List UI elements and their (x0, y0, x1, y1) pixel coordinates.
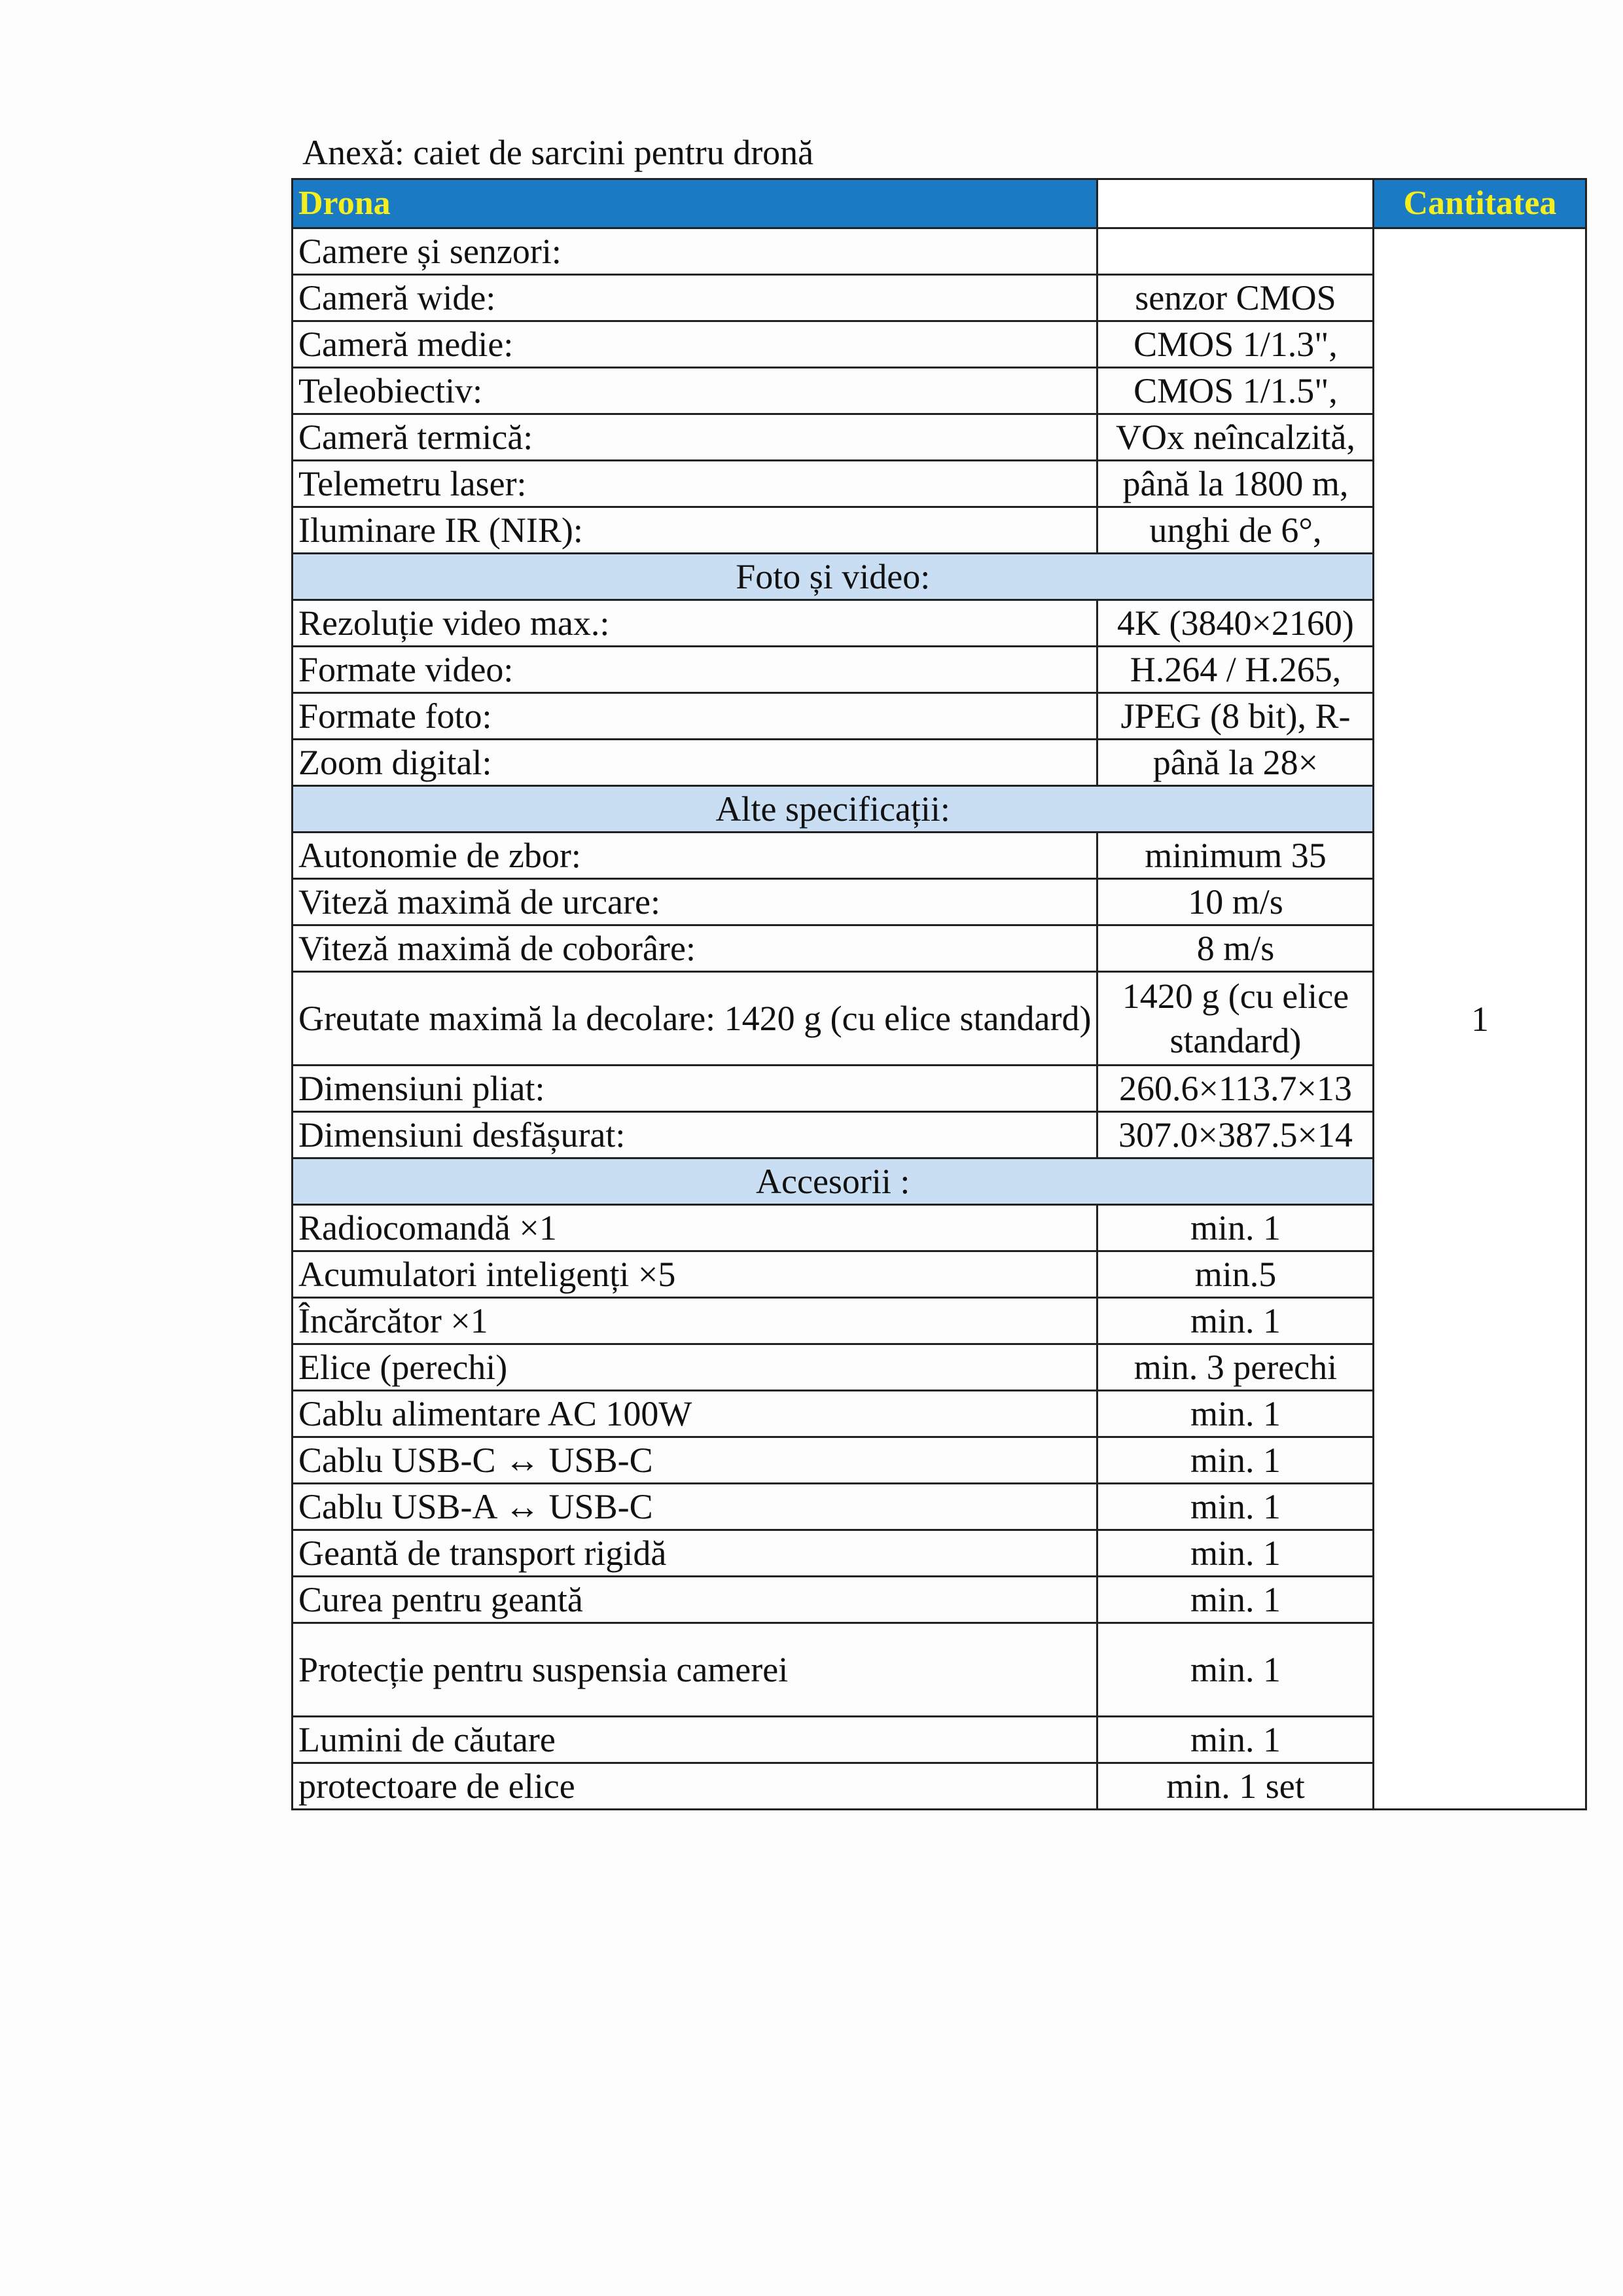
spec-value: CMOS 1/1.5", (1097, 368, 1374, 414)
spec-table-body (293, 179, 1586, 1810)
spec-value: senzor CMOS (1097, 275, 1374, 321)
spec-value: H.264 / H.265, (1097, 647, 1374, 693)
spec-label: Protecție pentru suspensia camerei (293, 1623, 1097, 1717)
spec-value: min. 1 (1097, 1298, 1374, 1344)
spec-value: min. 1 (1097, 1437, 1374, 1484)
spec-label: Dimensiuni desfășurat: (293, 1112, 1097, 1158)
section-title: Foto și video: (293, 554, 1374, 600)
spec-label: Cameră wide: (293, 275, 1097, 321)
spec-value: până la 1800 m, (1097, 461, 1374, 507)
intro-blank (1097, 228, 1374, 275)
spec-value: min. 3 perechi (1097, 1344, 1374, 1391)
section-title: Accesorii : (293, 1158, 1374, 1205)
spec-label: Formate video: (293, 647, 1097, 693)
spec-value: CMOS 1/1.3", (1097, 321, 1374, 368)
intro-label: Camere și senzori: (293, 228, 1097, 275)
spec-value: min. 1 (1097, 1623, 1374, 1717)
spec-label: Geantă de transport rigidă (293, 1530, 1097, 1577)
spec-value: 10 m/s (1097, 879, 1374, 925)
spec-value: min.5 (1097, 1251, 1374, 1298)
page-title: Anexă: caiet de sarcini pentru dronă (302, 133, 814, 172)
section-title: Alte specificații: (293, 786, 1374, 833)
spec-label: Cameră medie: (293, 321, 1097, 368)
spec-value: minimum 35 (1097, 833, 1374, 879)
spec-label: Dimensiuni pliat: (293, 1066, 1097, 1112)
spec-label: protectoare de elice (293, 1763, 1097, 1810)
spec-value: 307.0×387.5×14 (1097, 1112, 1374, 1158)
spec-label: Iluminare IR (NIR): (293, 507, 1097, 554)
table-header-row (293, 179, 1586, 228)
spec-label: Telemetru laser: (293, 461, 1097, 507)
spec-value: 1420 g (cu elice standard) (1097, 972, 1374, 1066)
spec-label: Greutate maximă la decolare: 1420 g (cu elice standard) (293, 972, 1097, 1066)
spec-label: Cablu USB-A ↔ USB-C (293, 1484, 1097, 1530)
spec-value: min. 1 (1097, 1530, 1374, 1577)
spec-table (291, 178, 1587, 1810)
spec-label: Elice (perechi) (293, 1344, 1097, 1391)
spec-label: Cablu alimentare AC 100W (293, 1391, 1097, 1437)
intro-row (293, 228, 1586, 275)
spec-value: JPEG (8 bit), R- (1097, 693, 1374, 740)
spec-label: Încărcător ×1 (293, 1298, 1097, 1344)
header-cantitatea: Cantitatea (1374, 179, 1586, 228)
spec-value: min. 1 (1097, 1577, 1374, 1623)
spec-label: Curea pentru geantă (293, 1577, 1097, 1623)
spec-value: min. 1 (1097, 1205, 1374, 1251)
header-blank (1097, 179, 1374, 228)
spec-label: Acumulatori inteligenți ×5 (293, 1251, 1097, 1298)
spec-value: min. 1 (1097, 1484, 1374, 1530)
spec-value: min. 1 (1097, 1391, 1374, 1437)
spec-value: min. 1 set (1097, 1763, 1374, 1810)
spec-label: Cameră termică: (293, 414, 1097, 461)
spec-value: min. 1 (1097, 1717, 1374, 1763)
spec-value: 4K (3840×2160) (1097, 600, 1374, 647)
spec-value: unghi de 6°, (1097, 507, 1374, 554)
spec-value: VOx neîncalzită, (1097, 414, 1374, 461)
spec-label: Zoom digital: (293, 740, 1097, 786)
spec-value: până la 28× (1097, 740, 1374, 786)
quantity-cell: 1 (1374, 228, 1586, 1810)
spec-label: Formate foto: (293, 693, 1097, 740)
spec-label: Lumini de căutare (293, 1717, 1097, 1763)
header-drona: Drona (293, 179, 1097, 228)
spec-label: Viteză maximă de urcare: (293, 879, 1097, 925)
spec-value: 8 m/s (1097, 925, 1374, 972)
spec-label: Radiocomandă ×1 (293, 1205, 1097, 1251)
spec-label: Autonomie de zbor: (293, 833, 1097, 879)
spec-label: Viteză maximă de coborâre: (293, 925, 1097, 972)
spec-label: Cablu USB-C ↔ USB-C (293, 1437, 1097, 1484)
spec-value: 260.6×113.7×13 (1097, 1066, 1374, 1112)
spec-label: Teleobiectiv: (293, 368, 1097, 414)
spec-label: Rezoluție video max.: (293, 600, 1097, 647)
